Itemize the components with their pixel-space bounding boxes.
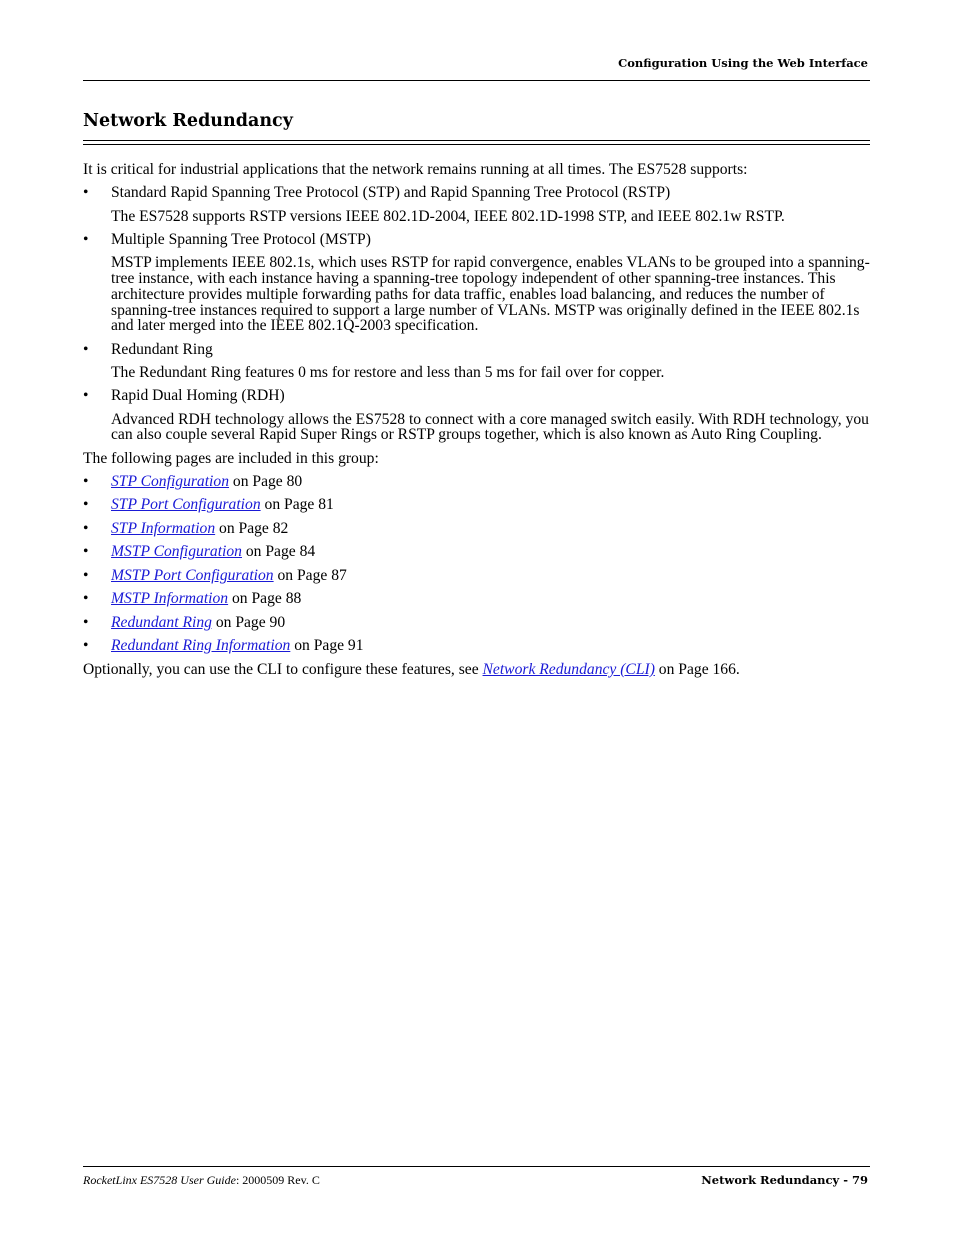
xref-link-mstp-information[interactable]: MSTP Information	[111, 590, 229, 608]
page-reference: on Page 80	[229, 472, 303, 490]
list-item	[83, 638, 870, 654]
running-header: Configuration Using the Web Interface	[618, 56, 868, 70]
list-item	[83, 544, 870, 560]
xref-link-redundant-ring[interactable]: Redundant Ring	[111, 613, 212, 631]
feature-label: Redundant Ring	[111, 340, 213, 358]
xref-link-mstp-port-configuration[interactable]: MSTP Port Configuration	[111, 566, 274, 584]
feature-description: Advanced RDH technology allows the ES7528 to connect with a core managed switch easily. With RDH technology, you can also couple several Rapid Super Rings or RSTP groups together, which is also known as Auto Ring Coupling.	[111, 410, 869, 444]
xref-link-stp-information[interactable]: STP Information	[111, 519, 216, 537]
list-item	[83, 615, 870, 631]
footer-rule	[83, 1166, 870, 1167]
intro-paragraph: It is critical for industrial applications that the network remains running at all times. The ES7528 supports:	[83, 161, 748, 178]
xref-link-stp-configuration[interactable]: STP Configuration	[111, 472, 229, 490]
footer-product: RocketLinx ES7528 User Guide	[83, 1173, 236, 1187]
closing-text: Optionally, you can use the CLI to configure these features, see	[83, 660, 483, 678]
body-content	[83, 162, 870, 678]
list-item	[83, 497, 870, 513]
page-reference: on Page 87	[273, 566, 347, 584]
bullet-glyph: •	[83, 543, 89, 561]
footer-document-info	[83, 1173, 320, 1188]
page-reference: on Page 82	[215, 519, 289, 537]
list-item	[83, 474, 870, 490]
feature-item	[83, 388, 870, 404]
feature-item	[83, 342, 870, 358]
feature-label: Multiple Spanning Tree Protocol (MSTP)	[111, 230, 371, 248]
feature-description: The Redundant Ring features 0 ms for restore and less than 5 ms for fail over for copper.	[111, 363, 665, 381]
feature-description: The ES7528 supports RSTP versions IEEE 802.1D-2004, IEEE 802.1D-1998 STP, and IEEE 802.1w RSTP.	[111, 207, 785, 225]
list-item	[83, 591, 870, 607]
bullet-glyph: •	[83, 387, 89, 405]
xref-link-mstp-configuration[interactable]: MSTP Configuration	[111, 543, 242, 561]
bullet-glyph: •	[83, 637, 89, 655]
xref-link-stp-port-configuration[interactable]: STP Port Configuration	[111, 496, 261, 514]
pages-intro: The following pages are included in this group:	[83, 449, 379, 467]
section-title: Network Redundancy	[83, 111, 293, 131]
page-reference: on Page 84	[241, 543, 316, 561]
footer-page-label: Network Redundancy - 79	[701, 1173, 868, 1187]
bullet-glyph: •	[83, 184, 89, 202]
bullet-glyph: •	[83, 519, 89, 537]
feature-item	[83, 232, 870, 248]
page-reference: on Page 91	[290, 637, 364, 655]
page-reference: on Page 81	[260, 496, 334, 514]
list-item	[83, 521, 870, 537]
feature-label: Rapid Dual Homing (RDH)	[111, 387, 285, 405]
closing-page-reference: on Page 166.	[654, 660, 740, 678]
bullet-glyph: •	[83, 340, 89, 358]
page-reference: on Page 88	[228, 590, 302, 608]
page-reference: on Page 90	[211, 613, 286, 631]
bullet-glyph: •	[83, 613, 89, 631]
bullet-glyph: •	[83, 566, 89, 584]
title-double-rule	[83, 140, 870, 145]
bullet-glyph: •	[83, 230, 89, 248]
xref-link-network-redundancy-cli[interactable]: Network Redundancy (CLI)	[482, 660, 655, 678]
feature-item	[83, 185, 870, 201]
bullet-glyph: •	[83, 590, 89, 608]
bullet-glyph: •	[83, 496, 89, 514]
list-item	[83, 568, 870, 584]
feature-description: MSTP implements IEEE 802.1s, which uses RSTP for rapid convergence, enables VLANs to be grouped into a spanning-tree instance, with each instance having a spanning-tree topology independent of other spanning-tree instances. This architecture provides multiple forwarding paths for data traffic, enables load balancing, and reduces the number of spanning-tree instances required to support a large number of VLANs. MSTP was originally defined in the IEEE 802.1s and later merged into the IEEE 802.1Q-2003 specification.	[111, 254, 870, 335]
closing-paragraph	[83, 662, 870, 678]
header-rule	[83, 80, 870, 81]
feature-label: Standard Rapid Spanning Tree Protocol (STP) and Rapid Spanning Tree Protocol (RSTP)	[111, 184, 671, 202]
bullet-glyph: •	[83, 472, 89, 490]
xref-link-redundant-ring-information[interactable]: Redundant Ring Information	[111, 637, 291, 655]
footer-doc-number: : 2000509 Rev. C	[235, 1173, 320, 1187]
